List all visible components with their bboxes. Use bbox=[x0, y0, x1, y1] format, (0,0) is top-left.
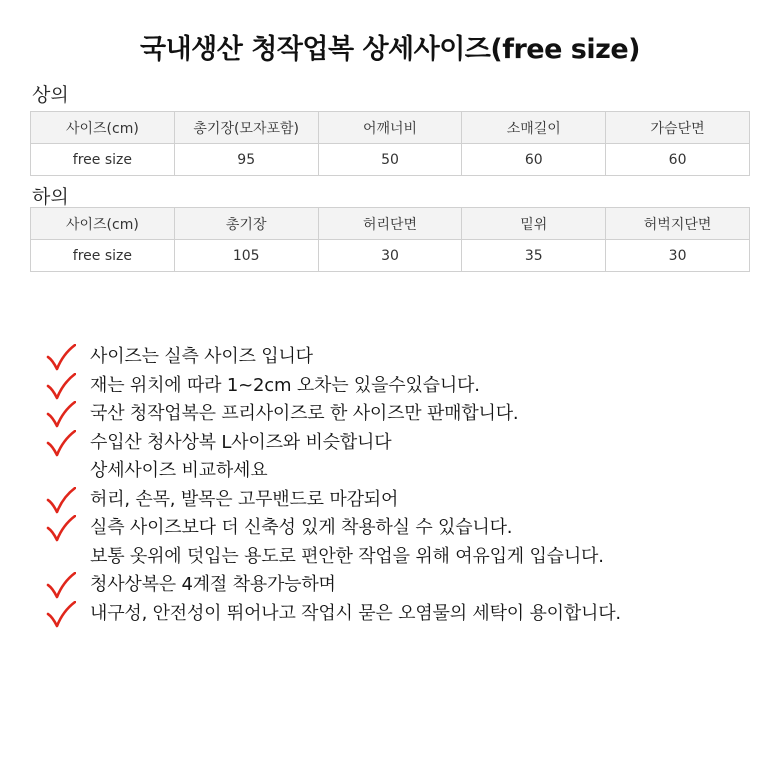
note-item bbox=[44, 486, 764, 515]
note-line: 수입산 청사상복 L사이즈와 비슷합니다 bbox=[90, 431, 392, 453]
table-cell: 105 bbox=[174, 240, 318, 272]
table-cell: 60 bbox=[462, 144, 606, 176]
note-text bbox=[90, 486, 398, 515]
check-mark-icon bbox=[44, 486, 90, 514]
note-item bbox=[44, 343, 764, 372]
table-cell: 50 bbox=[318, 144, 462, 176]
table-header-cell: 사이즈(cm) bbox=[31, 112, 175, 144]
bottom-section-label: 하의 bbox=[32, 186, 69, 208]
table-header-cell: 가슴단면 bbox=[606, 112, 750, 144]
check-mark-icon bbox=[44, 400, 90, 428]
note-line: 허리, 손목, 발목은 고무밴드로 마감되어 bbox=[90, 488, 399, 510]
note-line: 내구성, 안전성이 뛰어나고 작업시 묻은 오염물의 세탁이 용이합니다. bbox=[90, 602, 621, 624]
table-header-cell: 허벅지단면 bbox=[606, 208, 750, 240]
table-header-cell: 총기장(모자포함) bbox=[174, 112, 318, 144]
table-cell: 35 bbox=[462, 240, 606, 272]
check-mark-icon bbox=[44, 600, 90, 628]
table-cell: 60 bbox=[606, 144, 750, 176]
table-cell: 95 bbox=[174, 144, 318, 176]
table-row bbox=[31, 144, 750, 176]
notes-list bbox=[44, 343, 764, 628]
note-item bbox=[44, 429, 764, 486]
table-cell: free size bbox=[31, 144, 175, 176]
page-title: 국내생산 청작업복 상세사이즈(free size) bbox=[140, 34, 640, 65]
note-text bbox=[90, 429, 391, 486]
table-header-row bbox=[31, 112, 750, 144]
check-mark-icon bbox=[44, 429, 90, 457]
check-mark-icon bbox=[44, 571, 90, 599]
table-header-cell: 허리단면 bbox=[318, 208, 462, 240]
note-line: 보통 옷위에 덧입는 용도로 편안한 작업을 위해 여유입게 입습니다. bbox=[90, 545, 604, 567]
check-mark-icon bbox=[44, 343, 90, 371]
note-text bbox=[90, 400, 518, 429]
note-line: 사이즈는 실측 사이즈 입니다 bbox=[90, 346, 313, 367]
table-header-cell: 어깨너비 bbox=[318, 112, 462, 144]
note-text bbox=[90, 343, 313, 372]
table-row bbox=[31, 240, 750, 272]
bottom-size-table bbox=[30, 207, 750, 272]
table-header-cell: 사이즈(cm) bbox=[31, 208, 175, 240]
note-line: 상세사이즈 비교하세요 bbox=[90, 460, 268, 481]
table-header-cell: 총기장 bbox=[174, 208, 318, 240]
table-cell: free size bbox=[31, 240, 175, 272]
check-mark-icon bbox=[44, 514, 90, 542]
note-line: 재는 위치에 따라 1~2cm 오차는 있을수있습니다. bbox=[90, 374, 480, 396]
note-item bbox=[44, 571, 764, 600]
table-header-cell: 소매길이 bbox=[462, 112, 606, 144]
note-text bbox=[90, 372, 480, 401]
note-line: 실측 사이즈보다 더 신축성 있게 착용하실 수 있습니다. bbox=[90, 517, 513, 538]
note-item bbox=[44, 514, 764, 571]
check-mark-icon bbox=[44, 372, 90, 400]
table-cell: 30 bbox=[318, 240, 462, 272]
top-size-table bbox=[30, 111, 750, 176]
note-item bbox=[44, 372, 764, 401]
note-line: 청사상복은 4계절 착용가능하며 bbox=[90, 574, 336, 595]
note-text bbox=[90, 571, 336, 600]
note-item bbox=[44, 600, 764, 629]
table-cell: 30 bbox=[606, 240, 750, 272]
note-text bbox=[90, 514, 604, 571]
top-section-label: 상의 bbox=[32, 84, 69, 106]
table-header-row bbox=[31, 208, 750, 240]
note-line: 국산 청작업복은 프리사이즈로 한 사이즈만 판매합니다. bbox=[90, 403, 519, 424]
table-header-cell: 밑위 bbox=[462, 208, 606, 240]
note-item bbox=[44, 400, 764, 429]
note-text bbox=[90, 600, 621, 629]
